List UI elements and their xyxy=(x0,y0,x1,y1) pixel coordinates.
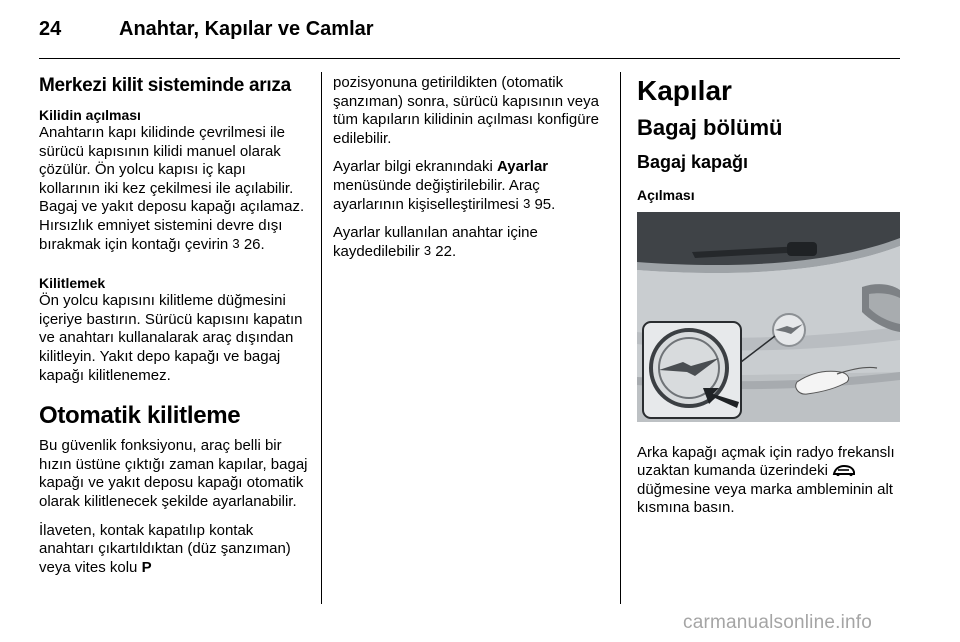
column-3 xyxy=(637,74,907,528)
column-divider-2 xyxy=(620,72,621,604)
paragraph-settings: Ayarlar bilgi ekranındaki Ayarlar menüsünde değiştirilebilir. Araç ayarlarının kişiselleştirilmesi 3 95. xyxy=(333,158,556,213)
section-heading-tailgate: Bagaj kapağı xyxy=(637,152,749,172)
reference-arrow-icon: 3 xyxy=(523,195,531,211)
subheading-unlock: Kilidin açılması xyxy=(39,107,141,123)
tailgate-button-icon xyxy=(832,463,856,477)
column-2 xyxy=(333,74,603,271)
tailgate-illustration xyxy=(637,212,900,422)
chapter-title: Anahtar, Kapılar ve Camlar xyxy=(119,18,374,40)
reference-arrow-icon: 3 xyxy=(423,242,432,258)
paragraph-key-storage: Ayarlar kullanılan anahtar içine kaydedilebilir 3 22. xyxy=(333,224,538,260)
column-1 xyxy=(39,74,309,587)
paragraph-open-tailgate: Arka kapağı açmak için radyo frekanslı uzaktan kumanda üzerindeki düğmesine veya marka ambleminin alt kısmına basın. xyxy=(637,443,895,517)
section-heading-trunk: Bagaj bölümü xyxy=(637,115,783,140)
header-rule xyxy=(39,58,900,59)
subheading-lock: Kilitlemek xyxy=(39,275,106,292)
paragraph-lock: Ön yolcu kapısını kilitleme düğmesini içeriye bastırın. Sürücü kapısını kapatın ve anahtarı kullanalarak araç dışından kilitleyin. Yakıt depo kapağı ve bagaj kapağı kilitlenemez. xyxy=(39,292,303,384)
section-heading-doors: Kapılar xyxy=(637,75,732,106)
paragraph-unlock: Anahtarın kapı kilidinde çevrilmesi ile sürücü kapısının kilidi manuel olarak çözülür. Ön yolcu kapısı iç kapı kollarının iki kez çekilmesi ile açılabilir. Bagaj ve yakıt deposu kapağı açılamaz. Hırsızlık emniyet sistemini devre dışı bırakmak için kontağı çevirin 3 26. xyxy=(39,124,305,253)
reference-arrow-icon: 3 xyxy=(232,235,240,251)
paragraph-config: pozisyonuna getirildikten (otomatik şanzıman) sonra, sürücü kapısının veya tüm kapıların kilidinin açılması konfigüre edilebilir. xyxy=(333,74,599,147)
paragraph-auto-lock: Bu güvenlik fonksiyonu, araç belli bir hızın üstüne çıktığı zaman kapılar, bagaj kapağı ve yakıt deposu kapağı otomatik olarak kilitlenecek şekilde ayarlanabilir. xyxy=(39,437,308,510)
subheading-opening: Açılması xyxy=(637,187,695,203)
section-heading-central-lock-fault: Merkezi kilit sisteminde arıza xyxy=(39,75,291,96)
paragraph-auto-lock-extra: İlaveten, kontak kapatılıp kontak anahtarı çıkartıldıktan (düz şanzıman) veya vites kolu P xyxy=(39,521,291,576)
page-number: 24 xyxy=(39,18,62,40)
watermark: carmanualsonline.info xyxy=(683,612,873,633)
column-divider-1 xyxy=(321,72,322,604)
section-heading-auto-lock: Otomatik kilitleme xyxy=(39,402,241,430)
